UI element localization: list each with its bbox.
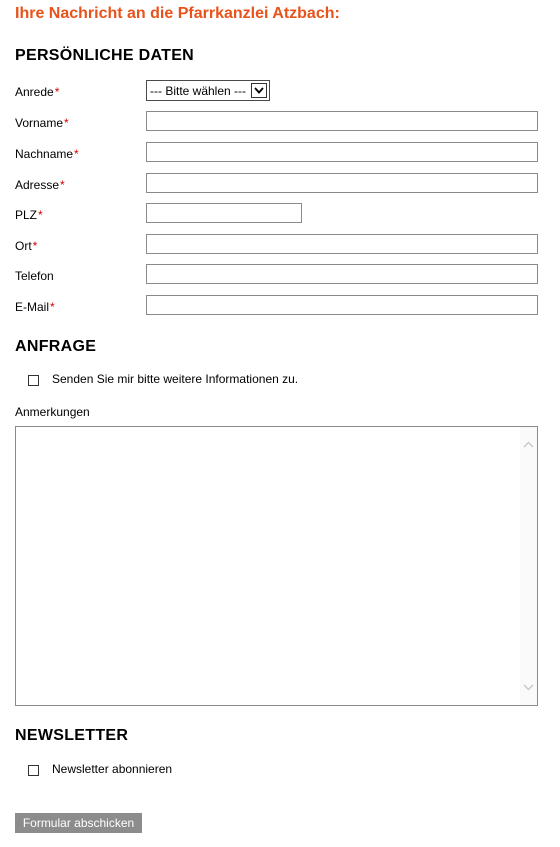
vorname-field[interactable]: [146, 111, 538, 131]
section-heading-newsletter: NEWSLETTER: [15, 727, 129, 744]
vorname-label: [15, 116, 69, 130]
anrede-label: [15, 85, 59, 99]
remarks-label: Anmerkungen: [15, 405, 90, 419]
section-heading-inquiry: ANFRAGE: [15, 338, 97, 355]
telefon-label-text: Telefon: [15, 269, 54, 283]
scroll-down-icon[interactable]: [520, 679, 537, 696]
telefon-field[interactable]: [146, 264, 538, 284]
submit-button[interactable]: Formular abschicken: [15, 813, 142, 833]
adresse-field[interactable]: [146, 173, 538, 193]
required-mark: *: [54, 85, 60, 99]
scroll-up-icon[interactable]: [520, 436, 537, 453]
info-checkbox-label[interactable]: Senden Sie mir bitte weitere Informationen zu.: [52, 372, 299, 386]
nachname-field[interactable]: [146, 142, 538, 162]
remarks-textarea[interactable]: [15, 426, 538, 706]
required-mark: *: [50, 300, 55, 314]
email-label-text: E-Mail: [15, 300, 50, 314]
ort-label: [15, 239, 37, 253]
adresse-label-text: Adresse: [15, 178, 60, 192]
newsletter-checkbox-label[interactable]: Newsletter abonnieren: [52, 762, 173, 776]
required-mark: *: [32, 239, 38, 253]
nachname-label: [15, 147, 79, 161]
page-title: Ihre Nachricht an die Pfarrkanzlei Atzbach:: [15, 5, 340, 22]
plz-label-text: PLZ: [15, 208, 38, 222]
ort-label-text: Ort: [15, 239, 32, 253]
anrede-select-value: --- Bitte wählen ---: [150, 83, 247, 98]
newsletter-checkbox[interactable]: [28, 765, 39, 776]
email-field[interactable]: [146, 295, 538, 315]
chevron-down-icon[interactable]: [251, 83, 267, 98]
adresse-label: [15, 178, 65, 192]
required-mark: *: [64, 116, 69, 130]
ort-field[interactable]: [146, 234, 538, 254]
telefon-label: [15, 269, 54, 283]
vorname-label-text: Vorname: [15, 116, 64, 130]
email-label: [15, 300, 55, 314]
textarea-scrollbar[interactable]: [520, 427, 537, 705]
info-checkbox[interactable]: [28, 375, 39, 386]
anrede-select[interactable]: [146, 80, 270, 101]
nachname-label-text: Nachname: [15, 147, 74, 161]
anrede-label-text: Anrede: [15, 85, 54, 99]
section-heading-personal: PERSÖNLICHE DATEN: [15, 47, 195, 64]
required-mark: *: [60, 178, 65, 192]
plz-field[interactable]: [146, 203, 302, 223]
plz-label: [15, 208, 43, 222]
required-mark: *: [74, 147, 79, 161]
required-mark: *: [38, 208, 43, 222]
